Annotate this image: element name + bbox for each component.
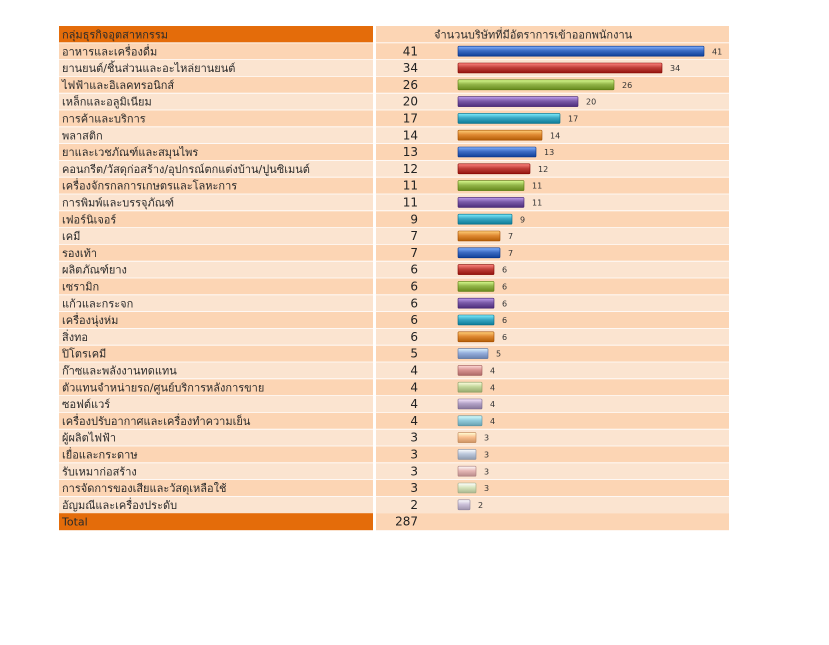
value-cell — [376, 261, 729, 278]
bar-chart — [59, 26, 733, 531]
category-label: เซรามิก — [62, 280, 100, 294]
value-number: 11 — [402, 195, 418, 210]
category-label: ผลิตภัณฑ์ยาง — [62, 263, 127, 277]
value-number: 9 — [410, 212, 418, 227]
category-label: การค้าและบริการ — [62, 112, 146, 126]
bar — [458, 298, 494, 308]
bar — [458, 63, 662, 73]
value-cell — [376, 312, 729, 329]
data-label: 6 — [502, 265, 508, 275]
bar — [458, 483, 476, 493]
value-number: 6 — [410, 262, 418, 277]
category-label: เครื่องปรับอากาศและเครื่องทำความเย็น — [62, 414, 251, 428]
value-cell — [376, 228, 729, 245]
data-label: 34 — [670, 64, 681, 74]
category-label: พลาสติก — [62, 129, 103, 143]
bar — [458, 433, 476, 443]
data-label: 3 — [484, 450, 490, 460]
value-number: 3 — [410, 447, 418, 462]
category-cell — [59, 278, 373, 295]
value-number: 3 — [410, 481, 418, 496]
bar — [458, 382, 482, 392]
category-label: ตัวแทนจำหน่ายรถ/ศูนย์บริการหลังการขาย — [62, 381, 265, 395]
data-label: 6 — [502, 316, 508, 326]
bar — [458, 147, 536, 157]
value-number: 6 — [410, 313, 418, 328]
bar — [458, 164, 530, 174]
value-number: 3 — [410, 464, 418, 479]
bar — [458, 113, 560, 123]
category-label: เคมี — [62, 230, 81, 244]
data-label: 4 — [490, 400, 496, 410]
category-label: ซอฟต์แวร์ — [62, 398, 111, 412]
category-label: ปิโตรเคมี — [62, 347, 107, 361]
category-label: การพิมพ์และบรรจุภัณฑ์ — [62, 196, 175, 210]
bar — [458, 97, 578, 107]
data-label: 9 — [520, 215, 526, 225]
data-label: 14 — [550, 131, 561, 141]
bar — [458, 80, 614, 90]
value-cell — [376, 278, 729, 295]
value-cell — [376, 480, 729, 497]
bar — [458, 231, 500, 241]
value-number: 14 — [402, 128, 418, 143]
data-label: 3 — [484, 484, 490, 494]
bar — [458, 197, 524, 207]
data-label: 26 — [622, 80, 633, 90]
value-cell — [376, 362, 729, 379]
bar — [458, 365, 482, 375]
data-label: 6 — [502, 299, 508, 309]
value-number: 4 — [410, 363, 418, 378]
value-cell — [376, 463, 729, 480]
bar — [458, 399, 482, 409]
category-label: ผู้ผลิตไฟฟ้า — [62, 431, 117, 445]
category-label: เครื่องนุ่งห่ม — [62, 314, 119, 328]
total-value: 287 — [395, 514, 418, 529]
bar — [458, 248, 500, 258]
bar — [458, 214, 512, 224]
category-label: อัญมณีและเครื่องประดับ — [62, 498, 178, 512]
data-label: 6 — [502, 332, 508, 342]
data-label: 17 — [568, 114, 579, 124]
value-cell — [376, 295, 729, 312]
total-label: Total — [62, 515, 88, 529]
category-label: รับเหมาก่อสร้าง — [62, 465, 137, 479]
data-label: 2 — [478, 500, 484, 510]
value-cell — [376, 429, 729, 446]
value-number: 26 — [402, 77, 418, 92]
data-label: 4 — [490, 383, 496, 393]
category-label: เครื่องจักรกลการเกษตรและโลหะการ — [62, 179, 238, 193]
data-label: 20 — [586, 97, 597, 107]
value-cell — [376, 379, 729, 396]
value-number: 20 — [402, 94, 418, 109]
category-label: รองเท้า — [62, 246, 98, 260]
value-cell — [376, 412, 729, 429]
bar — [458, 181, 524, 191]
value-cell — [376, 211, 729, 228]
value-cell — [376, 396, 729, 413]
header-category-label: กลุ่มธุรกิจอุตสาหกรรม — [62, 28, 168, 42]
data-label: 4 — [490, 366, 496, 376]
category-label: แก้วและกระจก — [62, 297, 134, 311]
value-number: 12 — [402, 161, 418, 176]
category-label: ยาและเวชภัณฑ์และสมุนไพร — [62, 146, 199, 160]
bar — [458, 466, 476, 476]
category-label: เหล็กและอลูมิเนียม — [62, 95, 152, 109]
value-cell — [376, 244, 729, 261]
value-number: 41 — [402, 44, 418, 59]
value-cell — [376, 345, 729, 362]
data-label: 41 — [712, 47, 723, 57]
value-number: 7 — [410, 229, 418, 244]
value-number: 5 — [410, 346, 418, 361]
value-number: 6 — [410, 329, 418, 344]
total-label-cell — [59, 513, 373, 530]
bar — [458, 130, 542, 140]
value-number: 4 — [410, 380, 418, 395]
value-number: 17 — [402, 111, 418, 126]
value-number: 4 — [410, 413, 418, 428]
data-label: 4 — [490, 416, 496, 426]
value-number: 4 — [410, 397, 418, 412]
bar — [458, 46, 704, 56]
value-cell — [376, 328, 729, 345]
bar — [458, 416, 482, 426]
value-number: 6 — [410, 296, 418, 311]
data-label: 13 — [544, 148, 555, 158]
category-label: เฟอร์นิเจอร์ — [62, 213, 117, 227]
category-label: ก๊าซและพลังงานทดแทน — [62, 364, 177, 378]
data-label: 11 — [532, 198, 543, 208]
category-label: การจัดการของเสียและวัสดุเหลือใช้ — [62, 482, 227, 496]
value-number: 11 — [402, 178, 418, 193]
data-label: 12 — [538, 164, 549, 174]
data-label: 6 — [502, 282, 508, 292]
category-cell — [59, 328, 373, 345]
value-cell — [376, 446, 729, 463]
total-value-cell — [376, 513, 729, 530]
category-cell — [59, 127, 373, 144]
category-label: คอนกรีต/วัสดุก่อสร้าง/อุปกรณ์ตกแต่งบ้าน/ปูนซิเมนต์ — [62, 162, 310, 176]
chart-table — [59, 26, 733, 531]
bar — [458, 315, 494, 325]
value-number: 6 — [410, 279, 418, 294]
category-label: ไฟฟ้าและอิเลคทรอนิกส์ — [62, 78, 175, 92]
data-label: 3 — [484, 467, 490, 477]
value-number: 34 — [402, 61, 418, 76]
bar — [458, 449, 476, 459]
value-number: 7 — [410, 245, 418, 260]
category-label: สิ่งทอ — [62, 330, 88, 344]
bar — [458, 349, 488, 359]
value-cell — [376, 160, 729, 177]
value-number: 2 — [410, 497, 418, 512]
category-cell — [59, 228, 373, 245]
value-number: 13 — [402, 145, 418, 160]
category-label: อาหารและเครื่องดื่ม — [62, 45, 158, 59]
bar — [458, 332, 494, 342]
bar — [458, 265, 494, 275]
value-cell — [376, 496, 729, 513]
category-label: ยานยนต์/ชิ้นส่วนและอะไหล่ยานยนต์ — [62, 62, 236, 76]
bar — [458, 281, 494, 291]
value-cell — [376, 177, 729, 194]
bar — [458, 500, 470, 510]
header-value-label: จำนวนบริษัทที่มีอัตราการเข้าออกพนักงาน — [434, 28, 633, 42]
data-label: 5 — [496, 349, 502, 359]
data-label: 7 — [508, 248, 514, 258]
data-label: 11 — [532, 181, 543, 191]
value-number: 3 — [410, 430, 418, 445]
data-label: 3 — [484, 433, 490, 443]
data-label: 7 — [508, 232, 514, 242]
category-cell — [59, 244, 373, 261]
category-label: เยื่อและกระดาษ — [62, 448, 138, 462]
value-cell — [376, 194, 729, 211]
